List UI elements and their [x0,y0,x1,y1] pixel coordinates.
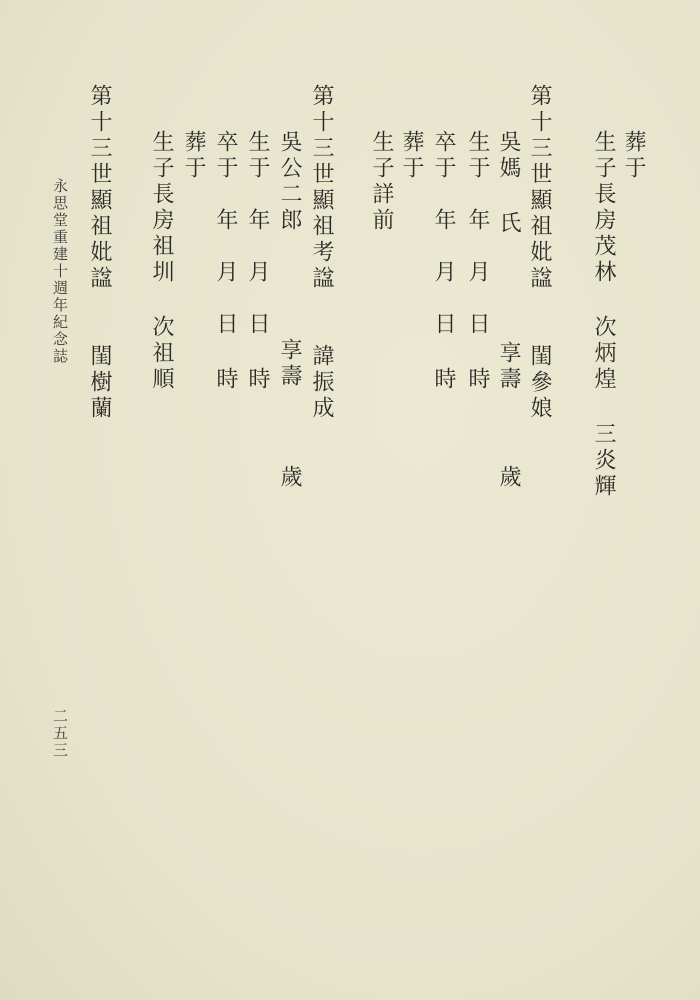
children-line-2: 生子詳前 [369,130,394,234]
page-number: 二五三 [51,708,69,759]
ancestor-title-3: 第十三世顯祖妣諡 閨樹蘭 [87,84,112,422]
birth-line-1: 生于 年 月 日 時 [465,130,490,393]
age-suffix-1: 歲 [496,465,521,491]
burial-line-2: 葬于 [399,130,424,182]
death-line-1: 卒于 年 月 日 時 [431,130,456,393]
children-line-3: 生子長房祖圳 次祖順 [149,130,174,393]
death-line-2: 卒于 年 月 日 時 [213,130,238,393]
ancestor-name-2: 吳公二郎 享壽 [277,130,302,390]
ancestor-name-1: 吳媽 氏 享壽 [496,130,521,393]
ancestor-title-2: 第十三世顯祖考諡 諱振成 [309,84,334,422]
burial-line-3: 葬于 [181,130,206,182]
children-line-1: 生子長房茂林 次炳煌 三炎輝 [591,130,616,500]
birth-line-2: 生于 年 月 日 時 [245,130,270,393]
burial-line-1: 葬于 [621,130,646,182]
publication-title: 永思堂重建十週年紀念誌 [51,178,69,365]
ancestor-title-1: 第十三世顯祖妣諡 閨參娘 [527,84,552,422]
age-suffix-2: 歲 [277,465,302,491]
